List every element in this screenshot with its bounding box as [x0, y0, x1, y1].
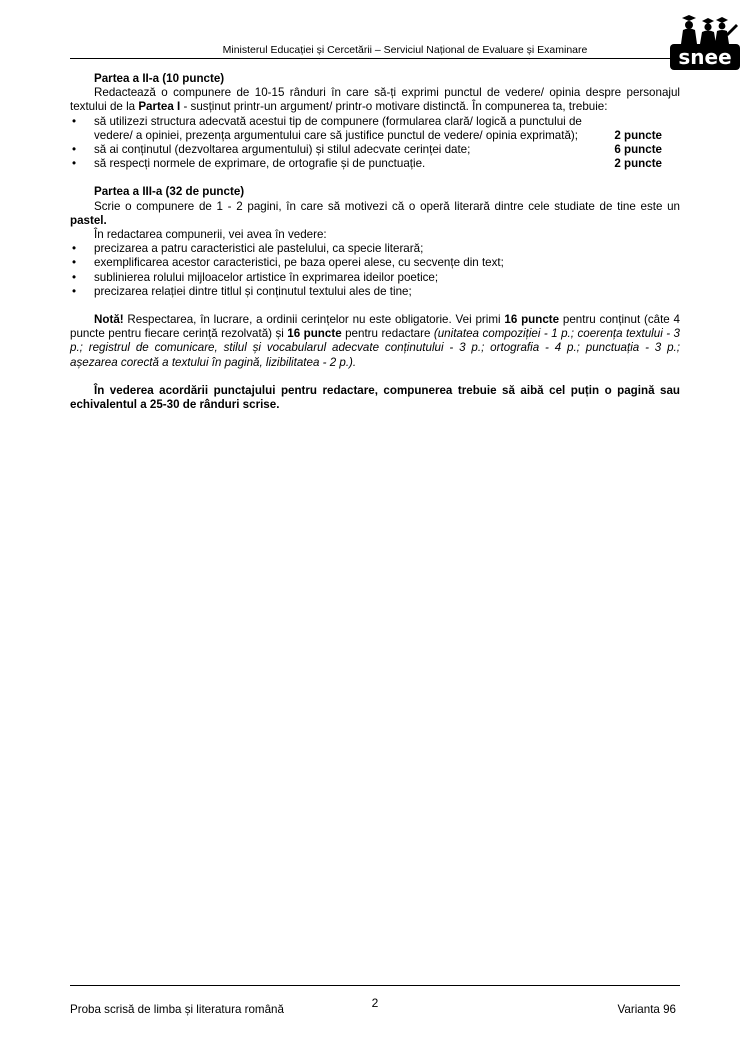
list-item: • exemplificarea acestor caracteristici, pe baza operei alese, cu secvențe din text;: [72, 256, 504, 270]
footer-variant: Varianta 96: [617, 1003, 676, 1016]
logo-text: snee: [678, 45, 732, 69]
bullet-icon: •: [72, 143, 77, 157]
document-body: [70, 72, 680, 412]
list-item: • precizarea a patru caracteristici ale pastelului, ca specie literară;: [72, 242, 424, 256]
page-number: 2: [371, 996, 379, 1010]
header-divider: [70, 58, 680, 59]
bullet-icon: •: [72, 284, 77, 298]
note-paragraph: Notă! Respectarea, în lucrare, a ordinii cerințelor nu este obligatorie. Vei primi 16 puncte pentru conținut (câte 4 puncte pentru fiecare cerință rezolvată) și 16 puncte pentru redactare (unitatea compoziției - 1 p.; coerența textului - 3 p.; registrul de comunicare, stilul și vocabularul adecvate conținutului - 3 p.; ortografia - 4 p.; punctuația - 3 p.; așezarea corectă a textului în pagină, lizibilitatea - 2 p.).: [70, 313, 680, 369]
part3-requirements: [70, 242, 680, 299]
part2-intro: Redactează o compunere de 10-15 rânduri în care să-ți exprimi punctul de vedere/ opinia despre personajul textului de la Partea I - susținut printr-un argument/ printr-o motivare distinctă. În compunerea ta, trebuie:: [70, 86, 680, 114]
bullet-icon: •: [72, 114, 77, 128]
final-requirement: În vederea acordării punctajului pentru redactare, compunerea trebuie să aibă cel puțin o pagină sau echivalentul a 25-30 de rânduri scrise.: [70, 383, 680, 412]
footer-divider: [70, 985, 680, 986]
part3-title: Partea a III-a (32 de puncte): [94, 185, 245, 199]
bullet-icon: •: [72, 157, 77, 171]
bullet-icon: •: [72, 256, 77, 270]
list-item: • să respecți normele de exprimare, de ortografie și de punctuație. 2 puncte: [72, 157, 662, 171]
part3-intro: Scrie o compunere de 1 - 2 pagini, în care să motivezi că o operă literară dintre cele studiate de tine este un pastel.: [70, 199, 680, 227]
footer-exam-title: Proba scrisă de limba și literatura română: [70, 1003, 284, 1016]
part2-title: Partea a II-a (10 puncte): [94, 72, 225, 85]
list-item: • să ai conținutul (dezvoltarea argumentului) și stilul adecvate cerinței date; 6 puncte: [72, 143, 662, 157]
bullet-icon: •: [72, 242, 77, 256]
part2-requirements: [70, 115, 680, 172]
bullet-icon: •: [72, 270, 77, 284]
header-institution: Ministerul Educației și Cercetării – Serviciul Național de Evaluare și Examinare: [222, 44, 588, 56]
list-item: • să utilizezi structura adecvată acestui tip de compunere (formularea clară/ logică a punctului de vedere/ a opiniei, prezența argumentului care să justifice punctul de vedere/ opinia exprimată); 2 puncte: [72, 114, 662, 142]
list-item: • precizarea relației dintre titlul și conținutul textului ales de tine;: [72, 284, 412, 298]
graduates-silhouette-icon: [681, 15, 738, 44]
part3-lead: În redactarea compunerii, vei avea în vedere:: [94, 228, 327, 242]
list-item: • sublinierea rolului mijloacelor artistice în exprimarea ideilor poetice;: [72, 270, 439, 284]
snee-logo: [668, 14, 742, 72]
